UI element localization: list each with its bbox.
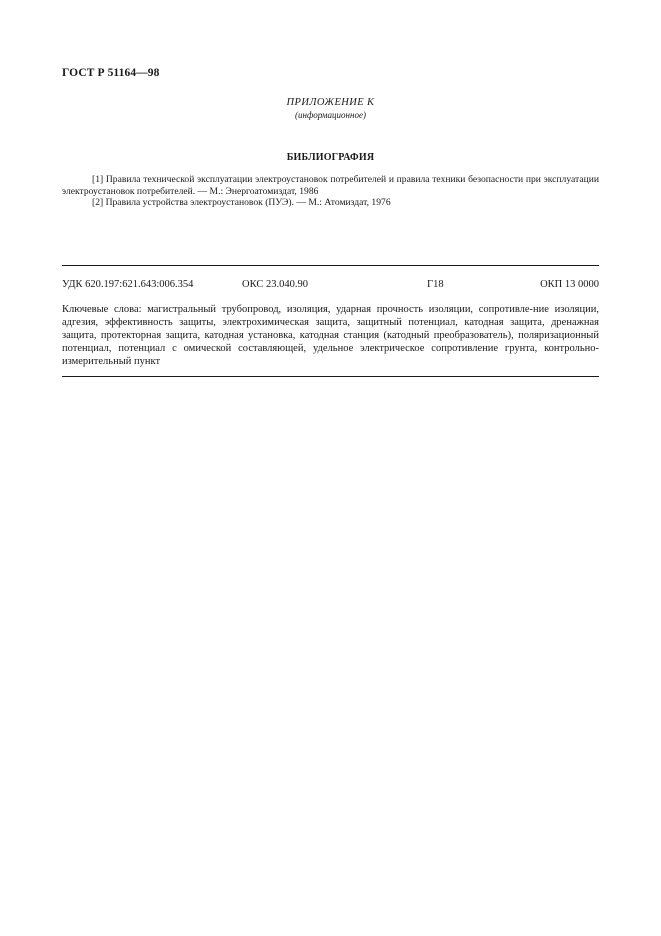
group-code: Г18 <box>427 279 444 290</box>
bibliography-item: [1] Правила технической эксплуатации электроустановок потребителей и правила техники безопасности при эксплуатации электроустановок потребителей. — М.: Энергоатомиздат, 1986 <box>62 174 599 197</box>
udk-code: УДК 620.197:621.643:006.354 <box>62 279 194 290</box>
bibliography-title: БИБЛИОГРАФИЯ <box>286 152 375 163</box>
okp-code: ОКП 13 0000 <box>540 279 599 290</box>
classification-codes <box>62 279 599 293</box>
document-number: ГОСТ Р 51164—98 <box>62 67 160 79</box>
appendix-subtitle: (информационное) <box>295 110 366 120</box>
divider-top <box>62 265 599 266</box>
keywords-paragraph: Ключевые слова: магистральный трубопровод, изоляция, ударная прочность изоляции, сопротивле-ние изоляции, адгезия, эффективность защиты, электрохимическая защита, защитный потенциал, катодная защита, дренажная защита, протекторная защита, катодная установка, катодная станция (катодный преобразователь), поляризационный потенциал, потенциал с омической составляющей, удельное электрическое сопротивление грунта, контрольно-измерительный пункт <box>62 304 599 367</box>
bibliography-list <box>62 174 599 209</box>
bibliography-item: [2] Правила устройства электроустановок (ПУЭ). — М.: Атомиздат, 1976 <box>92 197 391 208</box>
oks-code: ОКС 23.040.90 <box>242 279 308 290</box>
appendix-title: ПРИЛОЖЕНИЕ К <box>286 97 375 108</box>
divider-bottom <box>62 376 599 377</box>
appendix-heading <box>62 97 599 121</box>
